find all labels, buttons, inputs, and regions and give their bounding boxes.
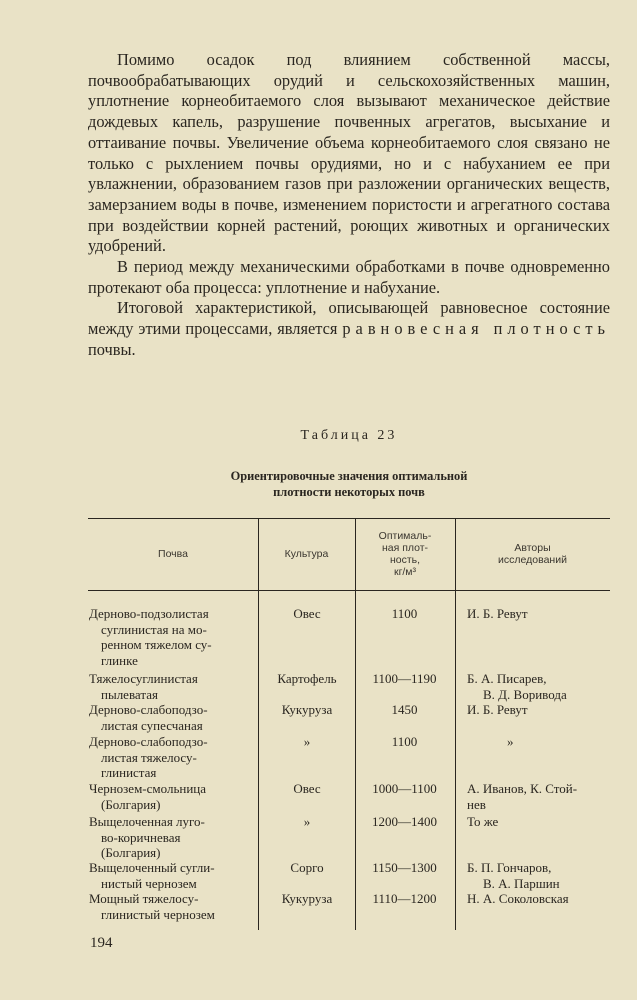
cell-density: 1100—1190 — [372, 671, 437, 686]
cell-density: 1150—1300 — [372, 860, 437, 875]
cell-crop: » — [303, 734, 311, 749]
soil-line: глинистый чернозем — [101, 906, 215, 922]
cell-crop: Овес — [293, 781, 321, 796]
soil-line: ренном тяжелом су- — [101, 637, 212, 653]
table-title — [88, 468, 610, 500]
header-crop: Культура — [284, 548, 329, 560]
soil-line: Выщелоченный сугли- — [89, 860, 215, 875]
soil-line: глинке — [101, 652, 138, 668]
table-number: Таблица 23 — [300, 428, 398, 443]
soil-line: Дерново-слабоподзо- — [89, 734, 208, 749]
cell-authors — [467, 860, 615, 891]
author-line: Б. А. Писарев, — [467, 671, 547, 686]
soil-line: Дерново-подзолистая — [89, 606, 209, 621]
table-title-line-2: плотности некоторых почв — [273, 485, 425, 499]
cell-soil — [89, 891, 252, 922]
cell-soil — [89, 781, 252, 812]
cell-crop: Кукуруза — [281, 702, 333, 717]
header-density-line: ность, — [389, 554, 421, 566]
paragraph-3-start: Итоговой характеристикой, описывающей равновесное состояние между этими процессами, является — [88, 298, 610, 339]
cell-authors — [467, 891, 615, 907]
term-spaced: равновесная плотность — [342, 319, 610, 339]
cell-crop: Овес — [293, 606, 321, 621]
cell-density: 1000—1100 — [372, 781, 437, 796]
soil-line: листая тяжелосу- — [101, 749, 197, 765]
cell-authors — [467, 814, 615, 830]
cell-density: 1100 — [391, 606, 418, 621]
paragraph-3 — [88, 298, 610, 360]
soil-line: Дерново-слабоподзо- — [89, 702, 208, 717]
soil-line: нистый чернозем — [101, 875, 197, 891]
paragraph-2: В период между механическими обработками в почве одновременно протекают оба процесса: уплотнение и набухание. — [88, 257, 610, 297]
soil-line: (Болгария) — [101, 845, 161, 861]
cell-crop: » — [303, 814, 311, 829]
cell-authors — [467, 671, 615, 702]
author-line: В. А. Паршин — [483, 875, 560, 891]
cell-crop: Кукуруза — [281, 891, 333, 906]
author-line: То же — [467, 814, 499, 829]
header-authors-line: исследований — [498, 554, 567, 566]
cell-authors — [467, 781, 615, 812]
table-title-line-1: Ориентировочные значения оптимальной — [230, 469, 468, 483]
header-density-line: ная плот- — [381, 542, 429, 554]
author-line: В. Д. Воривода — [483, 686, 567, 702]
body-text — [88, 50, 610, 361]
soil-line: (Болгария) — [101, 796, 161, 812]
soil-line: листая супесчаная — [101, 717, 203, 733]
soil-line: глинистая — [101, 765, 157, 781]
paragraph-3-end: почвы. — [88, 339, 136, 359]
page-number: 194 — [90, 935, 113, 951]
cell-density: 1450 — [391, 702, 418, 717]
header-authors-line: Авторы — [514, 542, 551, 554]
soil-line: суглинистая на мо- — [101, 621, 207, 637]
header-authors — [455, 542, 610, 566]
author-line: И. Б. Ревут — [467, 606, 528, 621]
author-line: нев — [467, 796, 486, 812]
column-divider — [455, 518, 456, 930]
cell-soil — [89, 702, 252, 733]
soil-line: Мощный тяжелосу- — [89, 891, 199, 906]
cell-authors — [467, 702, 615, 718]
cell-crop: Сорго — [290, 860, 324, 875]
soil-line: во-коричневая — [101, 829, 181, 845]
table-header-rule — [88, 590, 610, 591]
column-divider — [258, 518, 259, 930]
header-density-line: Оптималь- — [378, 530, 432, 542]
cell-soil — [89, 814, 252, 861]
header-density — [355, 530, 455, 578]
soil-line: Тяжелосуглинистая — [89, 671, 198, 686]
cell-crop: Картофель — [277, 671, 337, 686]
cell-density: 1100 — [391, 734, 418, 749]
cell-soil — [89, 860, 252, 891]
cell-density: 1200—1400 — [372, 814, 437, 829]
soil-line: Выщелоченная луго- — [89, 814, 205, 829]
author-line: Б. П. Гончаров, — [467, 860, 552, 875]
author-line: И. Б. Ревут — [467, 702, 528, 717]
cell-soil — [89, 671, 252, 702]
cell-authors — [467, 734, 637, 750]
cell-soil — [89, 734, 252, 781]
cell-density: 1110—1200 — [372, 891, 437, 906]
paragraph-1: Помимо осадок под влиянием собственной массы, почвообрабатывающих орудий и сельскохозяйственных машин, уплотнение корнеобитаемого слоя вызывают механическое действие дождевых капель, разрушение почвенных агрегатов, высыхание и оттаивание почвы. Увеличение объема корнеобитаемого слоя связано не только с рыхлением почвы орудиями, но и с набуханием ее при увлажнении, образованием газов при разложении органических веществ, замерзанием воды в почве, изменением пористости и агрегатного состава при воздействии корней растений, роющих животных и органических удобрений. — [88, 50, 610, 256]
table-top-rule — [88, 518, 610, 519]
author-line: А. Иванов, К. Стой- — [467, 781, 578, 796]
cell-authors — [467, 606, 615, 622]
soil-line: пылеватая — [101, 686, 158, 702]
cell-soil — [89, 606, 252, 668]
author-line: Н. А. Соколовская — [467, 891, 569, 906]
header-soil: Почва — [158, 548, 188, 560]
header-density-line: кг/м³ — [393, 566, 417, 578]
soil-line: Чернозем-смольница — [89, 781, 207, 796]
author-line: » — [507, 734, 514, 749]
